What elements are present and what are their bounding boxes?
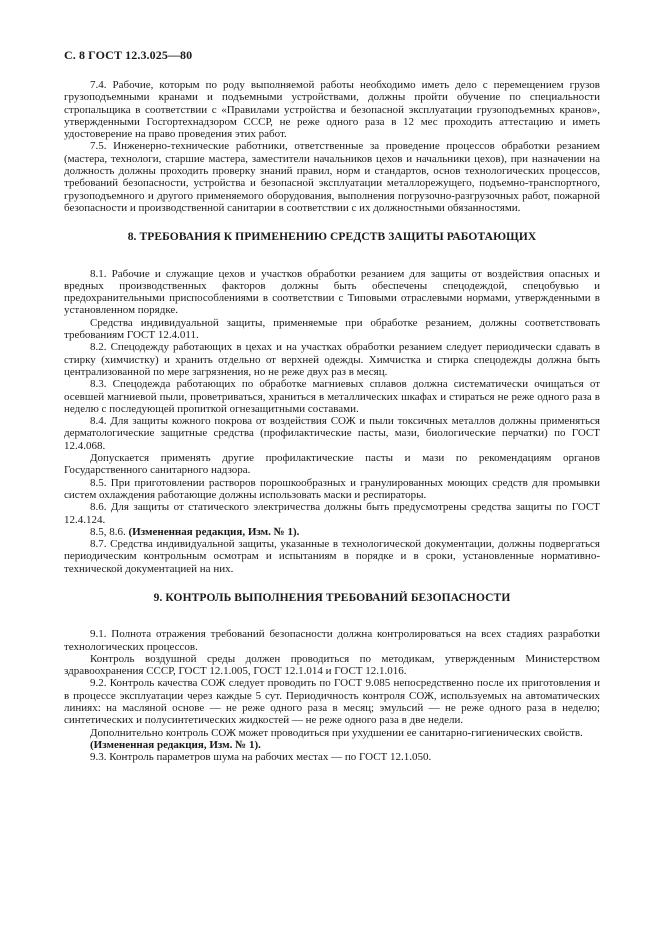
paragraph: [64, 317, 600, 342]
paragraph: [64, 538, 600, 575]
paragraph-text: 7.5. Инженерно-технические работники, ответственные за проведение процессов обработки резанием (мастера, технологи, старшие мастера, заместители начальников цехов и начальники цехов), при назначении на должность должны проходить проверку знаний правил, норм и стандартов, основ технологических процессов, требований безопасности, устройства и безопасной эксплуатации металлорежущего, подъемно-транспортного, грузоподъемного и другого применяемого оборудования, выполнения погрузочно-разгрузочных работ, пожарной безопасности и производственной санитарии в соответствии с их должностными обязанностями.: [64, 140, 600, 214]
paragraph-text: 7.4. Рабочие, которым по роду выполняемой работы необходимо иметь дело с перемещением грузов грузоподъемными кранами и подъемными устройствами, должны пройти обучение по специальности стропальщика в соответствии с «Правилами устройства и безопасной эксплуатации грузоподъемных кранов», утвержденными Госгортехнадзором СССР, не реже одного раза в 12 мес проходить аттестацию и иметь удостоверение на право проведения этих работ.: [64, 79, 600, 141]
paragraph-text: Допускается применять другие профилактические пасты и мази по рекомендациям органов Государственного санитарного надзора.: [64, 452, 600, 477]
paragraph-text: 8.4. Для защиты кожного покрова от воздействия СОЖ и пыли токсичных металлов должны применяться дерматологические защитные средства (профилактические пасты, мази, биологические перчатки) по ГОСТ 12.4.068.: [64, 415, 600, 452]
paragraph: [64, 452, 600, 477]
paragraph: [64, 501, 600, 526]
paragraph-text: 9.2. Контроль качества СОЖ следует проводить по ГОСТ 9.085 непосредственно после их приготовления и в процессе эксплуатации через каждые 5 сут. Периодичность контроля СОЖ, используемых на автоматических линиях: на масляной основе — не реже одного раза в месяц; эмульсий — не реже одного раза в неделю; синтетических и полусинтетических жидкостей — не реже одного раза в две недели.: [64, 677, 600, 727]
paragraph: [64, 751, 600, 763]
paragraph-text: 8.5, 8.6.: [90, 525, 126, 538]
paragraph: [64, 477, 600, 502]
paragraph: [64, 628, 600, 653]
paragraph: [64, 79, 600, 140]
paragraph: [64, 526, 600, 538]
section-heading: 8. ТРЕБОВАНИЯ К ПРИМЕНЕНИЮ СРЕДСТВ ЗАЩИТЫ РАБОТАЮЩИХ: [127, 231, 537, 244]
paragraph: [64, 677, 600, 726]
paragraph: [64, 415, 600, 452]
paragraph: [64, 653, 600, 678]
paragraph-text: 8.3. Спецодежда работающих по обработке магниевых сплавов должна систематически очищаться от осевшей магниевой пыли, проветриваться, храниться в металлических шкафах и стираться не реже одного раза в неделю с последующей пропиткой огнезащитными составами.: [64, 378, 600, 415]
paragraph: [64, 341, 600, 378]
paragraph-text: 8.2. Спецодежду работающих в цехах и на участках обработки резанием следует периодически сдавать в стирку (химчистку) и хранить отдельно от верхней одежды. Химчистка и стирка спецодежды должна быть централизованной по мере загрязнения, но не реже двух раз в месяц.: [64, 341, 600, 378]
paragraph-text: 9.1. Полнота отражения требований безопасности должна контролироваться на всех стадиях разработки технологических процессов.: [64, 628, 600, 653]
paragraph-text: Дополнительно контроль СОЖ может проводиться при ухудшении ее санитарно-гигиенических свойств.: [90, 726, 583, 739]
paragraph: [64, 739, 600, 751]
paragraph: [64, 727, 600, 739]
paragraph-text: Средства индивидуальной защиты, применяемые при обработке резанием, должны соответствовать требованиям ГОСТ 12.4.011.: [64, 316, 600, 342]
paragraph-text: 8.7. Средства индивидуальной защиты, указанные в технологической документации, должны подвергаться периодическим контрольным осмотрам и испытаниям в порядке и в сроки, установленные нормативно-технической документацией на них.: [64, 538, 600, 575]
paragraph-text: 9.3. Контроль параметров шума на рабочих местах — по ГОСТ 12.1.050.: [90, 751, 432, 764]
page-header: С. 8 ГОСТ 12.3.025—80: [64, 48, 193, 62]
paragraph-text: Контроль воздушной среды должен проводиться по методикам, утвержденным Министерством здравоохранения СССР, ГОСТ 12.1.005, ГОСТ 12.1.014 и ГОСТ 12.1.016.: [64, 652, 600, 678]
paragraph-text: 8.5. При приготовлении растворов порошкообразных и гранулированных моющих средств для промывки систем охлаждения работающие должны использовать маски и респираторы.: [64, 476, 600, 501]
paragraph: [64, 378, 600, 415]
section-heading: 9. КОНТРОЛЬ ВЫПОЛНЕНИЯ ТРЕБОВАНИЙ БЕЗОПАСНОСТИ: [153, 591, 511, 604]
document-body: [64, 79, 600, 764]
paragraph-text: 8.6. Для защиты от статического электричества должны быть предусмотрены средства защиты по ГОСТ 12.4.124.: [64, 501, 600, 526]
revision-note: (Измененная редакция, Изм. № 1).: [90, 738, 261, 751]
revision-note: (Измененная редакция, Изм. № 1).: [128, 525, 300, 538]
paragraph: [64, 140, 600, 214]
paragraph-text: 8.1. Рабочие и служащие цехов и участков обработки резанием для защиты от воздействия опасных и вредных производственных факторов должны быть обеспечены спецодеждой, спецобувью и предохранительными приспособлениями в соответствии с Типовыми отраслевыми нормами, утвержденными в установленном порядке.: [64, 267, 600, 317]
paragraph: [64, 268, 600, 317]
